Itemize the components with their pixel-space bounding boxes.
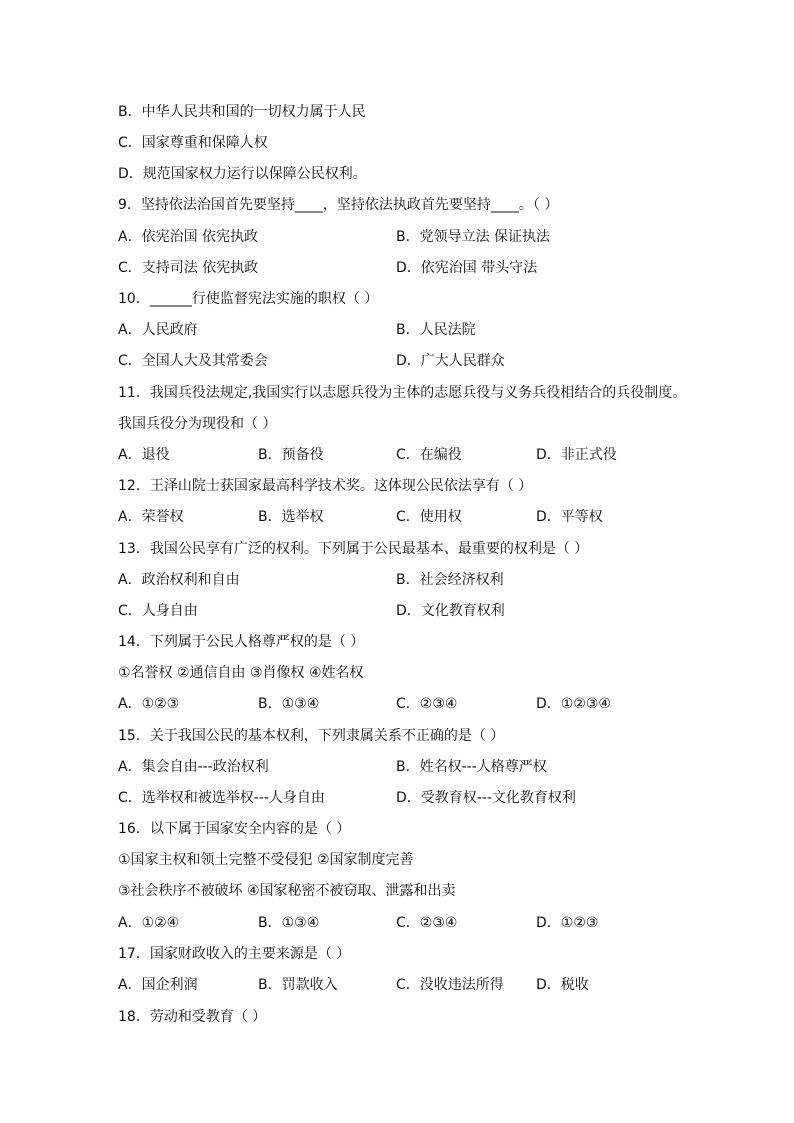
q10-option-d: D．广大人民群众 bbox=[396, 353, 505, 369]
question-14-items: ①名誉权 ②通信自由 ③肖像权 ④姓名权 bbox=[118, 665, 364, 681]
q12-option-b: B．选举权 bbox=[258, 509, 324, 525]
q10-option-b: B．人民法院 bbox=[396, 322, 476, 338]
q17-option-b: B．罚款收入 bbox=[258, 977, 338, 993]
q15-option-c: C．选举权和被选举权---人身自由 bbox=[118, 790, 325, 806]
question-16-items-2: ③社会秩序不被破坏 ④国家秘密不被窃取、泄露和出卖 bbox=[118, 883, 456, 899]
q12-option-c: C．使用权 bbox=[396, 509, 462, 525]
q11-option-c: C．在编役 bbox=[396, 447, 462, 463]
q16-option-d: D．①②③ bbox=[536, 915, 599, 931]
q11-option-a: A．退役 bbox=[118, 447, 170, 463]
q16-option-b: B．①③④ bbox=[258, 915, 320, 931]
q14-option-c: C．②③④ bbox=[396, 696, 458, 712]
q17-option-d: D．税收 bbox=[536, 977, 589, 993]
option-line-d-prev: D．规范国家权力运行以保障公民权利。 bbox=[118, 166, 367, 182]
q13-option-b: B．社会经济权利 bbox=[396, 572, 504, 588]
q13-option-d: D．文化教育权利 bbox=[396, 603, 505, 619]
question-11: 11．我国兵役法规定,我国实行以志愿兵役为主体的志愿兵役与义务兵役相结合的兵役制度。 bbox=[118, 385, 687, 401]
question-17: 17．国家财政收入的主要来源是（ ） bbox=[118, 946, 351, 962]
q12-option-a: A．荣誉权 bbox=[118, 509, 184, 525]
q9-option-d: D．依宪治国 带头守法 bbox=[396, 260, 538, 276]
question-15: 15．关于我国公民的基本权利，下列隶属关系不正确的是（ ） bbox=[118, 728, 505, 744]
q17-option-a: A．国企利润 bbox=[118, 977, 198, 993]
question-10: 10．______行使监督宪法实施的职权（ ） bbox=[118, 291, 379, 307]
q9-option-c: C．支持司法 依宪执政 bbox=[118, 260, 259, 276]
q14-option-b: B．①③④ bbox=[258, 696, 320, 712]
q12-option-d: D．平等权 bbox=[536, 509, 603, 525]
question-12: 12．王泽山院士获国家最高科学技术奖。这体现公民依法享有（ ） bbox=[118, 478, 533, 494]
q13-option-a: A．政治权利和自由 bbox=[118, 572, 240, 588]
question-14: 14．下列属于公民人格尊严权的是（ ） bbox=[118, 634, 365, 650]
q17-option-c: C．没收违法所得 bbox=[396, 977, 504, 993]
q14-option-d: D．①②③④ bbox=[536, 696, 611, 712]
question-9: 9．坚持依法治国首先要坚持____，坚持依法执政首先要坚持____。（ ） bbox=[118, 197, 559, 213]
question-11-cont: 我国兵役分为现役和（ ） bbox=[118, 416, 277, 432]
option-line-c-prev: C．国家尊重和保障人权 bbox=[118, 135, 268, 151]
question-16-items-1: ①国家主权和领土完整不受侵犯 ②国家制度完善 bbox=[118, 852, 414, 868]
q13-option-c: C．人身自由 bbox=[118, 603, 198, 619]
q9-option-a: A．依宪治国 依宪执政 bbox=[118, 229, 259, 245]
q11-option-b: B．预备役 bbox=[258, 447, 324, 463]
option-line-b-prev: B．中华人民共和国的一切权力属于人民 bbox=[118, 104, 366, 120]
question-13: 13．我国公民享有广泛的权利。下列属于公民最基本、最重要的权利是（ ） bbox=[118, 541, 589, 557]
q15-option-d: D．受教育权---文化教育权利 bbox=[396, 790, 576, 806]
q16-option-c: C．②③④ bbox=[396, 915, 458, 931]
q11-option-d: D．非正式役 bbox=[536, 447, 617, 463]
q9-option-b: B．党领导立法 保证执法 bbox=[396, 229, 551, 245]
question-18: 18．劳动和受教育（ ） bbox=[118, 1009, 267, 1025]
q15-option-b: B．姓名权---人格尊严权 bbox=[396, 759, 547, 775]
q10-option-c: C．全国人大及其常委会 bbox=[118, 353, 268, 369]
q16-option-a: A．①②④ bbox=[118, 915, 180, 931]
q14-option-a: A．①②③ bbox=[118, 696, 180, 712]
q10-option-a: A．人民政府 bbox=[118, 322, 198, 338]
q15-option-a: A．集会自由---政治权利 bbox=[118, 759, 269, 775]
question-16: 16．以下属于国家安全内容的是（ ） bbox=[118, 821, 351, 837]
